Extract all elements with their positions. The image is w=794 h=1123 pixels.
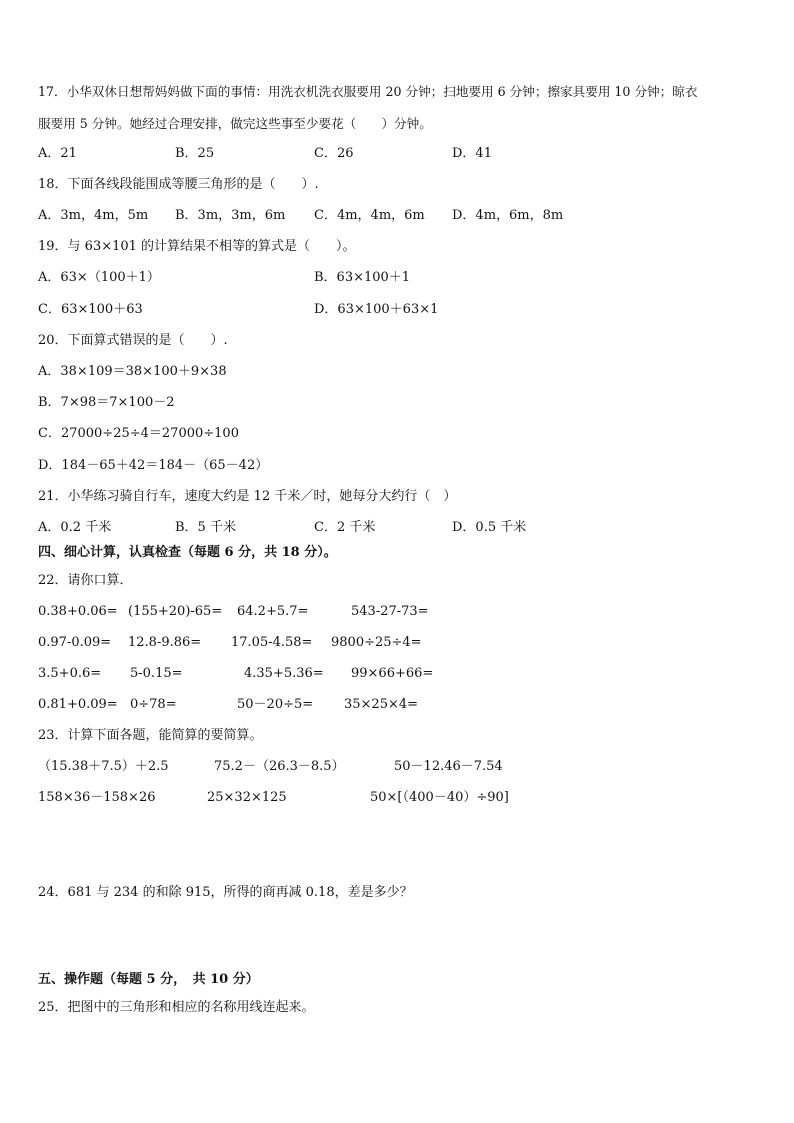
q19-stem: 19．与 63×101 的计算结果不相等的算式是（ ）。 xyxy=(38,239,356,254)
q20-option-c: C．27000÷25÷4＝27000÷100 xyxy=(38,426,239,441)
q22-r1-c1: 0.38+0.06= xyxy=(38,604,118,619)
q17-option-b: B．25 xyxy=(175,146,215,161)
q22-r2-c2: 12.8-9.86= xyxy=(128,635,202,650)
q17-stem-line1: 17．小华双休日想帮妈妈做下面的事情：用洗衣机洗衣服要用 20 分钟；扫地要用 6 分钟；擦家具要用 10 分钟；晾衣 xyxy=(38,84,698,99)
q22-r3-c1: 3.5+0.6= xyxy=(38,666,102,681)
q21-stem: 21．小华练习骑自行车，速度大约是 12 千米／时，她每分大约行（ ） xyxy=(38,489,457,504)
q25-stem: 25．把图中的三角形和相应的名称用线连起来。 xyxy=(38,1000,315,1015)
q23-stem: 23．计算下面各题，能简算的要简算。 xyxy=(38,728,263,743)
q22-r4-c2: 0÷78= xyxy=(130,697,177,712)
q21-option-c: C．2 千米 xyxy=(314,520,376,535)
q22-r3-c3: 4.35+5.36= xyxy=(244,666,324,681)
q20-stem: 20．下面算式错误的是（ ）. xyxy=(38,333,228,348)
q18-option-c: C．4m，4m，6m xyxy=(314,208,425,223)
q20-option-d: D．184－65＋42＝184－（65－42） xyxy=(38,458,269,473)
q18-option-a: A．3m，4m，5m xyxy=(38,208,149,223)
q24-stem: 24．681 与 234 的和除 915，所得的商再减 0.18，差是多少？ xyxy=(38,885,413,900)
q22-r2-c4: 9800÷25÷4= xyxy=(331,635,422,650)
q22-r3-c2: 5-0.15= xyxy=(130,666,183,681)
q18-option-b: B．3m，3m，6m xyxy=(175,208,286,223)
q19-option-a: A．63×（100＋1） xyxy=(38,270,160,285)
q21-option-d: D．0.5 千米 xyxy=(452,520,527,535)
q20-option-b: B．7×98＝7×100－2 xyxy=(38,395,175,410)
q18-stem: 18．下面各线段能围成等腰三角形的是（ ）. xyxy=(38,177,319,192)
q22-r2-c3: 17.05-4.58= xyxy=(231,635,313,650)
q22-r3-c4: 99×66+66= xyxy=(351,666,434,681)
q18-option-d: D．4m，6m，8m xyxy=(452,208,564,223)
q17-option-d: D．41 xyxy=(452,146,492,161)
q20-option-a: A．38×109＝38×100＋9×38 xyxy=(38,364,227,379)
q22-r2-c1: 0.97-0.09= xyxy=(38,635,112,650)
q17-option-a: A．21 xyxy=(38,146,77,161)
q22-r1-c4: 543-27-73= xyxy=(351,604,429,619)
q23-r2-c1: 158×36－158×26 xyxy=(38,790,156,805)
q23-r1-c2: 75.2－（26.3－8.5） xyxy=(214,759,345,774)
q17-option-c: C．26 xyxy=(314,146,354,161)
q19-option-b: B．63×100＋1 xyxy=(314,270,411,285)
q22-r1-c3: 64.2+5.7= xyxy=(237,604,309,619)
q23-r2-c2: 25×32×125 xyxy=(207,790,287,805)
q19-option-c: C．63×100＋63 xyxy=(38,302,143,317)
q23-r1-c1: （15.38＋7.5）＋2.5 xyxy=(38,759,169,774)
section-5-heading: 五、操作题（每题 5 分， 共 10 分） xyxy=(38,972,259,987)
q22-r4-c3: 50－20÷5= xyxy=(237,697,314,712)
q22-r4-c4: 35×25×4= xyxy=(344,697,419,712)
q19-option-d: D．63×100＋63×1 xyxy=(314,302,439,317)
q21-option-b: B．5 千米 xyxy=(175,520,236,535)
q17-stem-line2: 服要用 5 分钟。她经过合理安排，做完这些事至少要花（ ）分钟。 xyxy=(38,116,432,131)
q23-r2-c3: 50×[（400－40）÷90] xyxy=(370,790,509,805)
q21-option-a: A．0.2 千米 xyxy=(38,520,112,535)
q22-r4-c1: 0.81+0.09= xyxy=(38,697,118,712)
q22-stem: 22．请你口算． xyxy=(38,573,133,588)
section-4-heading: 四、细心计算，认真检查（每题 6 分，共 18 分）。 xyxy=(38,545,337,560)
q22-r1-c2: (155+20)-65= xyxy=(128,604,223,619)
q23-r1-c3: 50－12.46－7.54 xyxy=(394,759,503,774)
